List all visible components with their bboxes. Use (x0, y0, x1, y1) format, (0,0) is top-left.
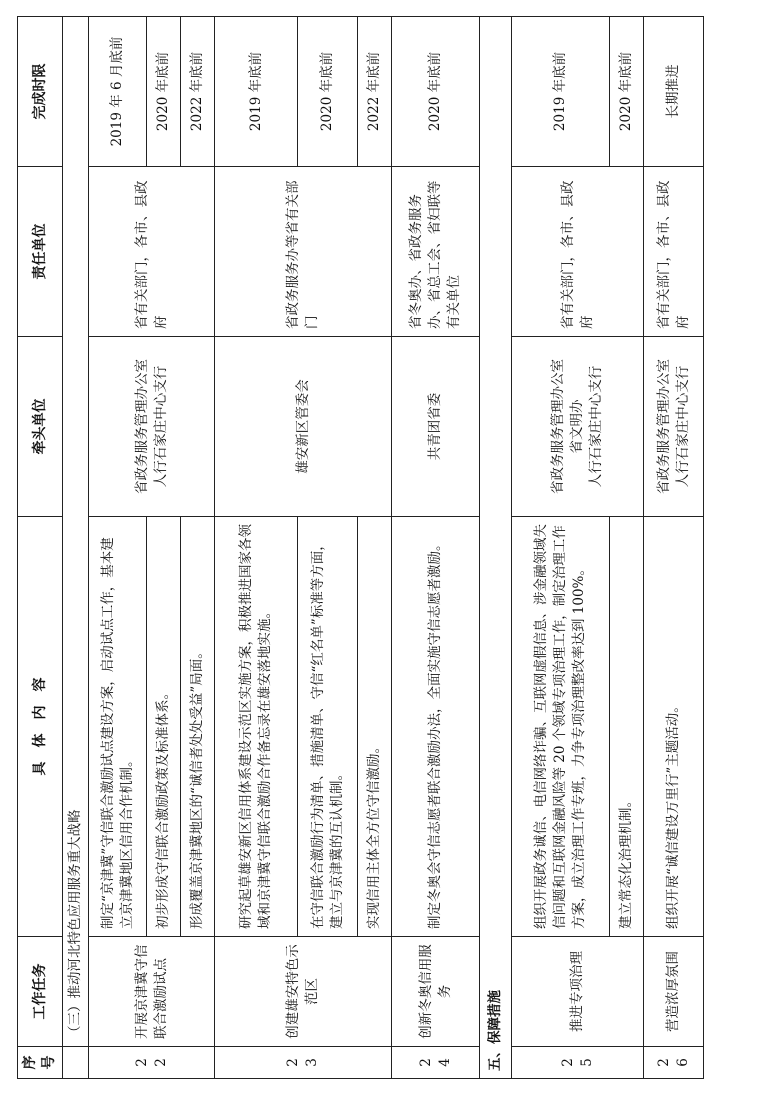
header-task: 工作任务 (18, 937, 63, 1047)
table-row (644, 17, 704, 1079)
row-no: 22 (89, 1047, 215, 1079)
row-deadline: 2020 年底前 (610, 17, 644, 167)
row-item: 形成覆盖京津冀地区的“诚信者处处受益”局面。 (181, 517, 215, 937)
row-task: 创建雄安特色示范区 (215, 937, 392, 1047)
row-item: 在守信联合激励行为清单、措施清单、守信“红名单”标准等方面，建立与京津冀的互认机制。 (298, 517, 358, 937)
header-lead: 牵头单位 (18, 337, 63, 517)
row-item: 制定“京津冀”守信联合激励试点建设方案，启动试点工作，基本建立京津冀地区信用合作机制。 (89, 517, 147, 937)
row-task: 营造浓厚氛围 (644, 937, 704, 1047)
header-row (18, 17, 63, 1079)
row-deadline: 2020 年底前 (392, 17, 480, 167)
row-no: 24 (392, 1047, 480, 1079)
header-content: 具 体 内 容 (18, 517, 63, 937)
row-deadline: 2019 年 6 月底前 (89, 17, 147, 167)
row-no: 23 (215, 1047, 392, 1079)
row-item: 实现信用主体全方位守信激励。 (358, 517, 392, 937)
section-title-5: 五、保障措施 (480, 17, 512, 1079)
row-no: 25 (512, 1047, 644, 1079)
row-task: 创新冬奥信用服务 (392, 937, 480, 1047)
row-item: 建立常态化治理机制。 (610, 517, 644, 937)
header-resp: 责任单位 (18, 167, 63, 337)
row-item: 组织开展“诚信建设万里行”主题活动。 (644, 517, 704, 937)
section-row (63, 17, 89, 1079)
row-task: 推进专项治理 (512, 937, 644, 1047)
row-deadline: 2019 年底前 (215, 17, 298, 167)
row-lead: 省政务服务管理办公室 人行石家庄中心支行 (89, 337, 215, 517)
section-row (480, 17, 512, 1079)
table-row (215, 17, 298, 1079)
row-deadline: 2019 年底前 (512, 17, 610, 167)
row-lead: 省政务服务管理办公室 省文明办 人行石家庄中心支行 (512, 337, 644, 517)
row-task: 开展京津冀守信联合激励试点 (89, 937, 215, 1047)
row-resp: 省政务服务办等省有关部门 (215, 167, 392, 337)
row-deadline: 2022 年底前 (181, 17, 215, 167)
row-lead: 雄安新区管委会 (215, 337, 392, 517)
row-deadline: 2020 年底前 (298, 17, 358, 167)
table-row (392, 17, 480, 1079)
row-item: 研究起草雄安新区信用体系建设示范区实施方案，积极推进国家各领域和京津冀守信联合激励合作备忘录在雄安落地实施。 (215, 517, 298, 937)
section-title-3: （三）推动河北特色应用服务重大战略 (63, 17, 89, 1047)
row-resp: 省冬奥办、省政务服务办、省总工会、省妇联等有关单位 (392, 167, 480, 337)
row-deadline: 2022 年底前 (358, 17, 392, 167)
header-deadline: 完成时限 (18, 17, 63, 167)
header-no: 序号 (18, 1047, 63, 1079)
table-row (89, 17, 147, 1079)
row-lead: 省政务服务管理办公室 人行石家庄中心支行 (644, 337, 704, 517)
row-resp: 省有关部门，各市、县政府 (644, 167, 704, 337)
row-item: 组织开展政务诚信、电信网络诈骗、互联网虚假信息、涉金融领域失信问题和互联网金融风险等 20 个领域专项治理工作，制定治理工作方案，成立治理工作专班，力争专项治理整改率达到 100%。 (512, 517, 610, 937)
row-resp: 省有关部门，各市、县政府 (512, 167, 644, 337)
row-item: 初步形成守信联合激励政策及标准体系。 (147, 517, 181, 937)
row-lead: 共青团省委 (392, 337, 480, 517)
task-table (17, 16, 704, 1079)
row-item: 制定冬奥会守信志愿者联合激励办法，全面实施守信志愿者激励。 (392, 517, 480, 937)
row-no: 26 (644, 1047, 704, 1079)
table-row (512, 17, 610, 1079)
row-deadline: 2020 年底前 (147, 17, 181, 167)
row-deadline: 长期推进 (644, 17, 704, 167)
row-resp: 省有关部门，各市、县政府 (89, 167, 215, 337)
